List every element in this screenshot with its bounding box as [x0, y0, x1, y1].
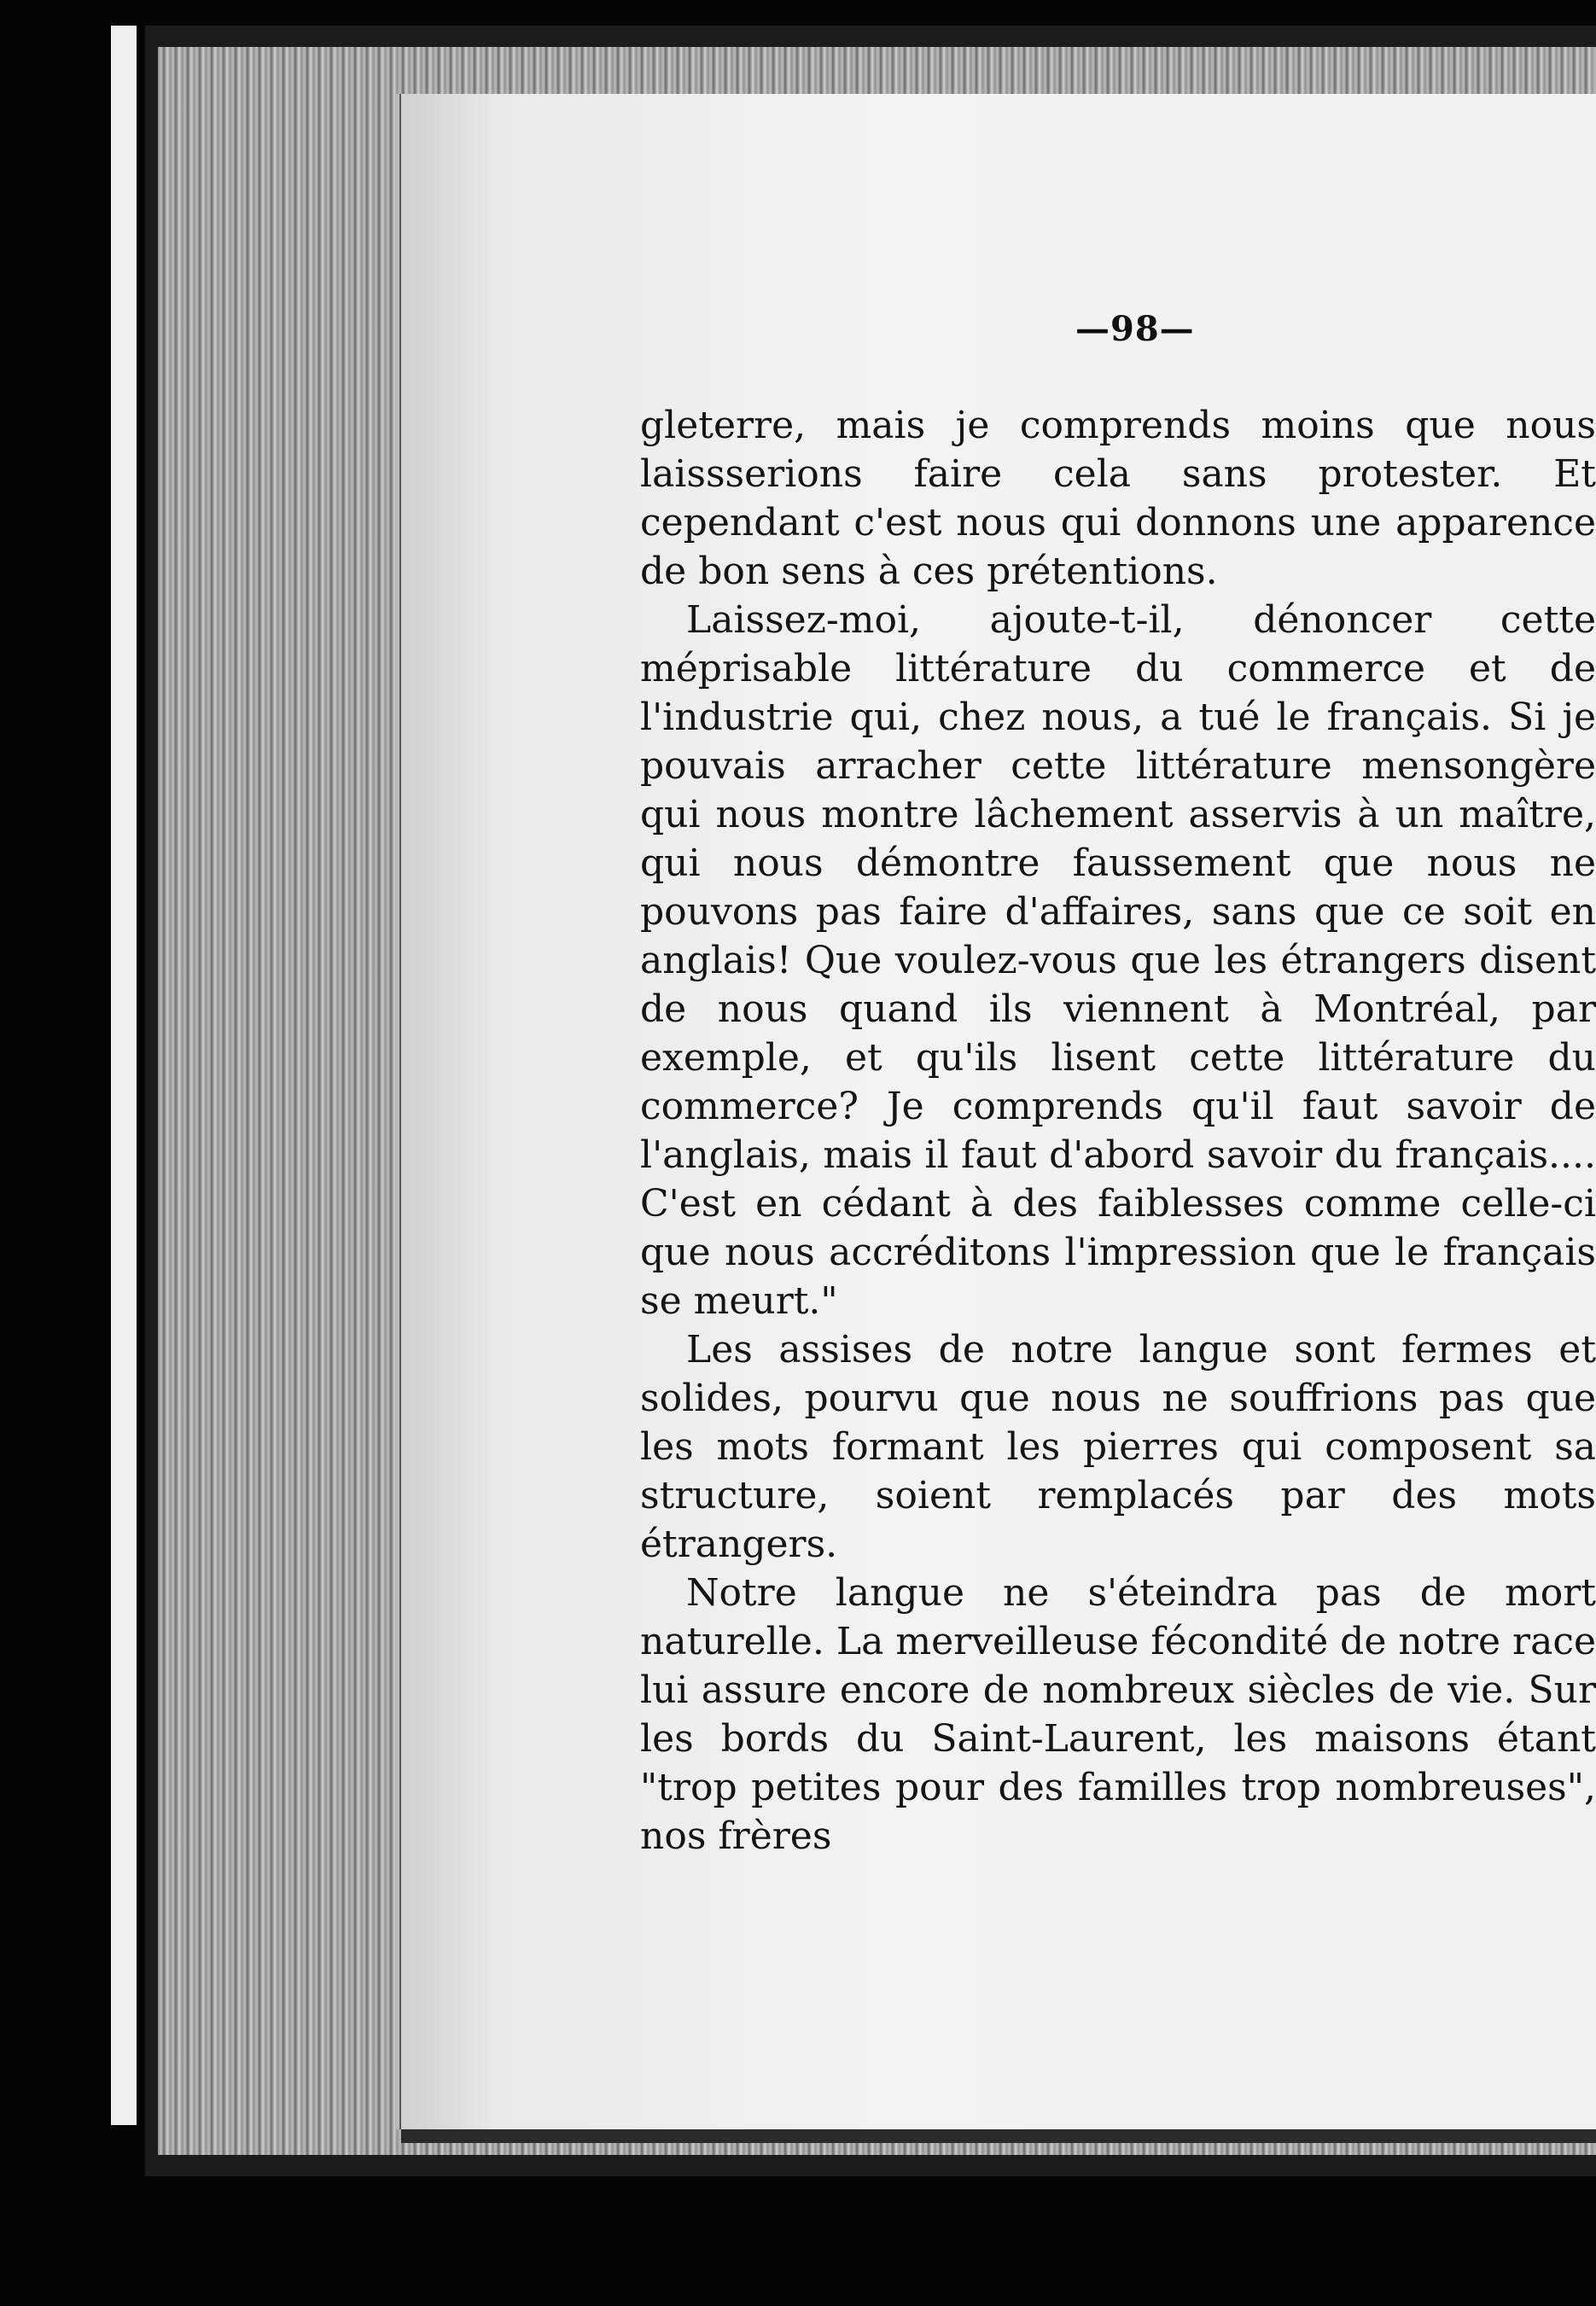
- page-body-text: [640, 401, 1596, 1937]
- paragraph: Laissez-moi, ajoute-t-il, dénoncer cette méprisable littérature du commerce et de l'industrie qui, chez nous, a tué le français. Si je pouvais arracher cette littérature mensongère qui nous montre lâchement asservis à un maître, qui nous démontre faussement que nous ne pouvons pas faire d'affaires, sans que ce soit en anglais! Que voulez-vous que les étrangers disent de nous quand ils viennent à Montréal, par exemple, et qu'ils lisent cette littérature du commerce? Je comprends qu'il faut savoir de l'anglais, mais il faut d'abord savoir du français.... C'est en cédant à des faiblesses comme celle-ci que nous accréditons l'impression que le français se meurt.": [640, 598, 1596, 1323]
- paragraph: Les assises de notre langue sont fermes et solides, pourvu que nous ne souffrions pas que les mots formant les pierres qui composent sa structure, soient remplacés par des mots étrangers.: [640, 1328, 1596, 1566]
- paragraph: Notre langue ne s'éteindra pas de mort naturelle. La merveilleuse fécondité de notre race lui assure encore de nombreux siècles de vie. Sur les bords du Saint-Laurent, les maisons étant "trop petites pour des familles trop nombreuses", nos frères: [640, 1571, 1596, 1858]
- page-bottom-edge: [401, 2129, 1596, 2143]
- scan-margin: [111, 26, 137, 2125]
- paragraph: gleterre, mais je comprends moins que nous laissserions faire cela sans protester. Et cependant c'est nous qui donnons une apparence de bon sens à ces prétentions.: [640, 404, 1596, 593]
- page-number: —98—: [1075, 309, 1195, 349]
